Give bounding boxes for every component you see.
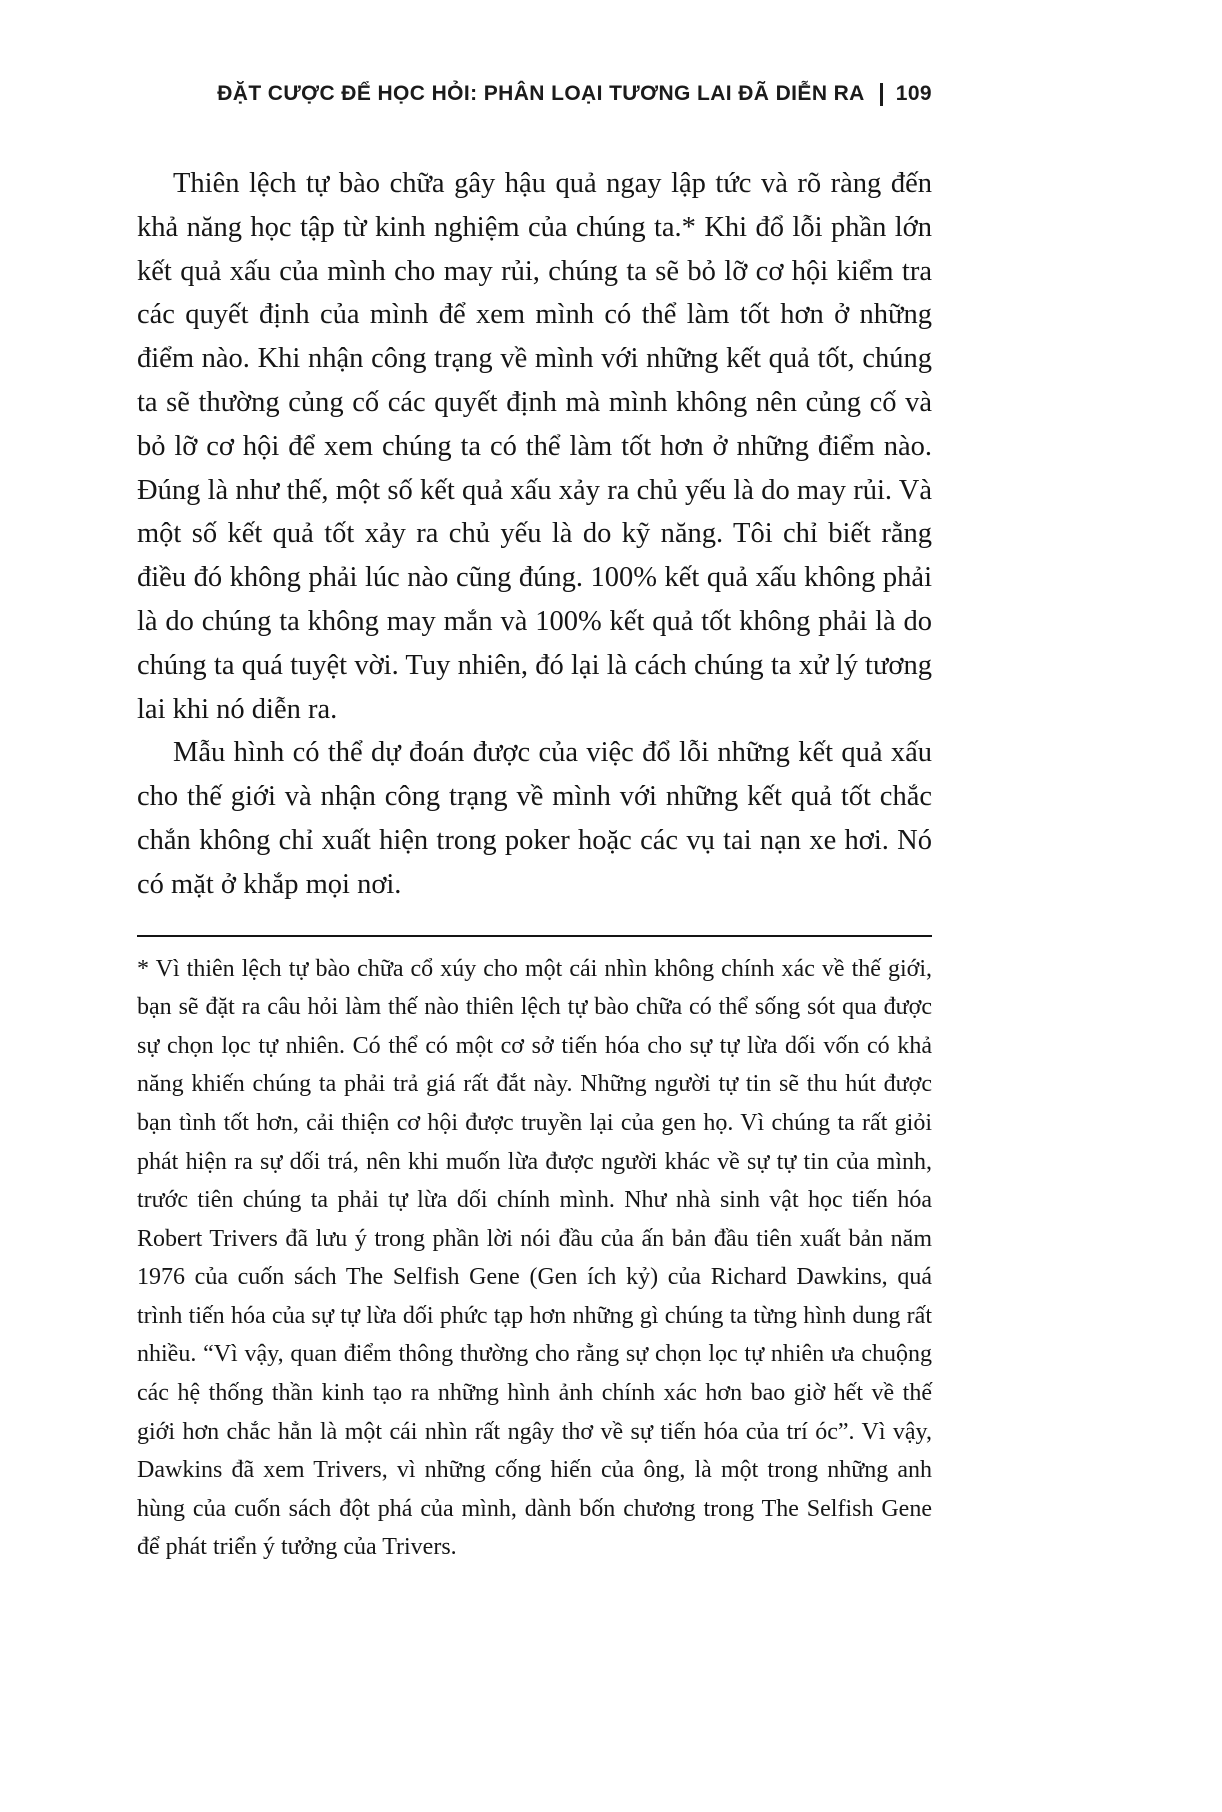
body-paragraph-2: Mẫu hình có thể dự đoán được của việc đổ lỗi những kết quả xấu cho thế giới và nhận công trạng về mình với những kết quả tốt chắc chắn không chỉ xuất hiện trong poker hoặc các vụ tai nạn xe hơi. Nó có mặt ở khắp mọi nơi. bbox=[137, 737, 932, 900]
page-number: 109 bbox=[895, 82, 932, 105]
running-header-title: ĐẶT CƯỢC ĐỂ HỌC HỎI: PHÂN LOẠI TƯƠNG LAI ĐÃ DIỄN RA bbox=[217, 82, 865, 105]
running-header bbox=[137, 82, 932, 106]
footnote-divider-rule bbox=[137, 935, 932, 937]
footnote-text: * Vì thiên lệch tự bào chữa cổ xúy cho một cái nhìn không chính xác về thế giới, bạn sẽ đặt ra câu hỏi làm thế nào thiên lệch tự bào chữa có thể sống sót qua được sự chọn lọc tự nhiên. Có thể có một cơ sở tiến hóa cho sự tự lừa dối vốn có khả năng khiến chúng ta phải trả giá rất đắt này. Những người tự tin sẽ thu hút được bạn tình tốt hơn, cải thiện cơ hội được truyền lại của gen họ. Vì chúng ta rất giỏi phát hiện ra sự dối trá, nên khi muốn lừa được người khác về sự tự tin của mình, trước tiên chúng ta phải tự lừa dối chính mình. Như nhà sinh vật học tiến hóa Robert Trivers đã lưu ý trong phần lời nói đầu của ấn bản đầu tiên xuất bản năm 1976 của cuốn sách The Selfish Gene (Gen ích kỷ) của Richard Dawkins, quá trình tiến hóa của sự tự lừa dối phức tạp hơn những gì chúng ta từng hình dung rất nhiều. “Vì vậy, quan điểm thông thường cho rằng sự chọn lọc tự nhiên ưa chuộng các hệ thống thần kinh tạo ra những hình ảnh chính xác hơn bao giờ hết về thế giới hơn chắc hẳn là một cái nhìn rất ngây thơ về sự tiến hóa của trí óc”. Vì vậy, Dawkins đã xem Trivers, vì những cống hiến của ông, là một trong những anh hùng của cuốn sách đột phá của mình, dành bốn chương trong The Selfish Gene để phát triển ý tưởng của Trivers. bbox=[137, 955, 932, 1561]
header-divider-bar bbox=[880, 83, 883, 106]
body-paragraph-1: Thiên lệch tự bào chữa gây hậu quả ngay lập tức và rõ ràng đến khả năng học tập từ kinh nghiệm của chúng ta.* Khi đổ lỗi phần lớn kết quả xấu của mình cho may rủi, chúng ta sẽ bỏ lỡ cơ hội kiểm tra các quyết định của mình để xem mình có thể làm tốt hơn ở những điểm nào. Khi nhận công trạng về mình với những kết quả tốt, chúng ta sẽ thường củng cố các quyết định mà mình không nên củng cố và bỏ lỡ cơ hội để xem chúng ta có thể làm tốt hơn ở những điểm nào. Đúng là như thế, một số kết quả xấu xảy ra chủ yếu là do may rủi. Và một số kết quả tốt xảy ra chủ yếu là do kỹ năng. Tôi chỉ biết rằng điều đó không phải lúc nào cũng đúng. 100% kết quả xấu không phải là do chúng ta không may mắn và 100% kết quả tốt không phải là do chúng ta quá tuyệt vời. Tuy nhiên, đó lại là cách chúng ta xử lý tương lai khi nó diễn ra. bbox=[137, 168, 932, 725]
page-body bbox=[137, 162, 932, 907]
